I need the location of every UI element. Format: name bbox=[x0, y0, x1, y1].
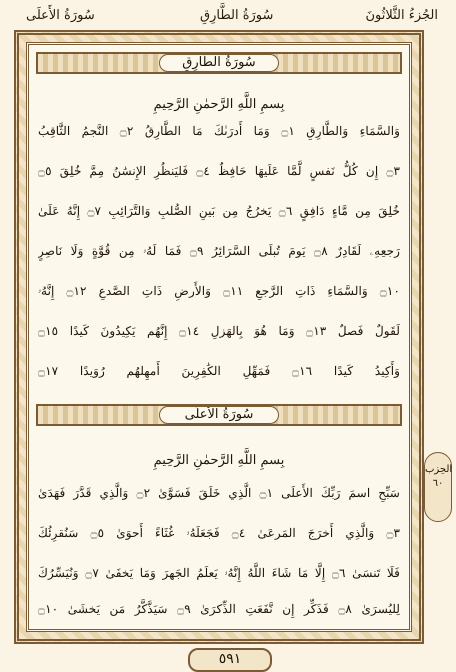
verse-line: لِليُسرَىٰ ۝٨ فَذَكِّر إِن نَّفَعَتِ الذِّكرَىٰ ۝٩ سَيَذَّكَّرُ مَن يَخشَىٰ ۝١٠ bbox=[38, 602, 400, 616]
verse-line: وَالسَّمَاءِ وَالطَّارِقِ ۝١ وَمَا أَدرَىٰكَ مَا الطَّارِقُ ۝٢ النَّجمُ الثَّاقِبُ bbox=[38, 124, 400, 138]
hizb-label: الحِزب bbox=[425, 464, 453, 475]
hizb-number: ٦٠ bbox=[432, 478, 444, 489]
verse-line: رَجعِهِۦ لَقَادِرٌ ۝٨ يَومَ تُبلَى السَّرَائِرُ ۝٩ فَمَا لَهُۥ مِن قُوَّةٍ وَلَا نَاصِرٍ bbox=[38, 244, 400, 258]
verse-line: فَلَا تَنسَىٰ ۝٦ إِلَّا مَا شَاءَ اللَّهُ إِنَّهُۥ يَعلَمُ الجَهرَ وَمَا يَخفَىٰ ۝٧ وَنُيَسِّرُكَ bbox=[38, 566, 400, 580]
header-surah-tariq: سُورَةُ الطَّارِقِ bbox=[200, 8, 274, 23]
verse-line: خُلِقَ مِن مَّاءٍ دَافِقٍ ۝٦ يَخرُجُ مِن بَينِ الصُّلبِ وَالتَّرَائِبِ ۝٧ إِنَّهُ عَلَىٰ bbox=[38, 204, 400, 218]
surah-title-banner-aala bbox=[36, 404, 402, 426]
verse-line: سَبِّحِ اسمَ رَبِّكَ الأَعلَى ۝١ الَّذِي خَلَقَ فَسَوَّىٰ ۝٢ وَالَّذِي قَدَّرَ فَهَدَىٰ bbox=[38, 486, 400, 500]
page-number: ٥٩١ bbox=[188, 648, 272, 672]
verse-line: وَأَكِيدُ كَيدًا ۝١٦ فَمَهِّلِ الكَٰفِرِينَ أَمهِلهُم رُوَيدًا ۝١٧ bbox=[38, 364, 400, 378]
verse-line: ۝١٠ وَالسَّمَاءِ ذَاتِ الرَّجعِ ۝١١ وَالأَرضِ ذَاتِ الصَّدعِ ۝١٢ إِنَّهُۥ bbox=[38, 284, 400, 298]
header-surah-aala: سُورَةُ الأَعلَى bbox=[26, 8, 95, 23]
verse-line: ۝٣ وَالَّذِي أَخرَجَ المَرعَىٰ ۝٤ فَجَعَلَهُۥ غُثَاءً أَحوَىٰ ۝٥ سَنُقرِئُكَ bbox=[38, 526, 400, 540]
basmala-aala: بِسمِ اللَّهِ الرَّحمٰنِ الرَّحِيمِ bbox=[153, 453, 285, 468]
surah-title-banner-tariq bbox=[36, 52, 402, 74]
verse-line: ۝٣ إِن كُلُّ نَفسٍ لَّمَّا عَلَيهَا حَافِظٌ ۝٤ فَليَنظُرِ الإِنسَٰنُ مِمَّ خُلِقَ ۝٥ bbox=[38, 164, 400, 178]
hizb-marker bbox=[424, 452, 452, 522]
basmala-tariq: بِسمِ اللَّهِ الرَّحمٰنِ الرَّحِيمِ bbox=[153, 97, 285, 112]
surah-title-tariq: سُورَةُ الطَّارِقِ bbox=[159, 54, 279, 72]
verse-line: لَقَولٌ فَصلٌ ۝١٣ وَمَا هُوَ بِالهَزلِ ۝١٤ إِنَّهُم يَكِيدُونَ كَيدًا ۝١٥ bbox=[38, 324, 400, 338]
header-juz: الجُزءُ الثَّلاثُونَ bbox=[365, 8, 438, 23]
surah-title-aala: سُورَةُ الأَعلَى bbox=[159, 406, 279, 424]
